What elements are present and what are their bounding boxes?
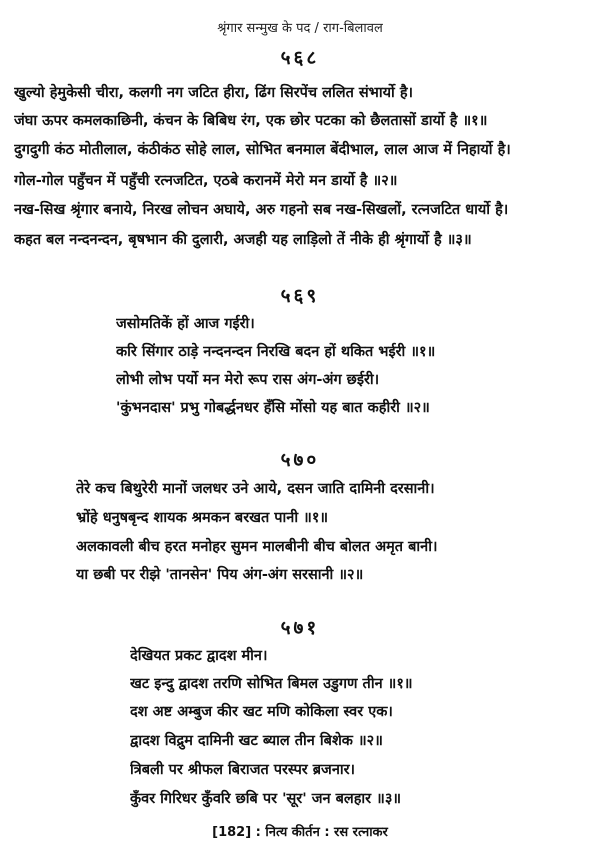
verse-569-line-1: जसोमतिकें हों आज गईरी।	[116, 316, 255, 332]
verse-568-line-1: खुल्यो हेमुकेसी चीरा, कलगी नग जटित हीरा, ढिंग सिरपेंच ललित संभार्यो है।	[14, 85, 414, 101]
verse-number-571: ५७१	[280, 617, 320, 639]
page-footer: [182] : नित्य कीर्तन : रस रत्नाकर	[212, 825, 388, 840]
verse-569-line-4: 'कुंभनदास' प्रभु गोबर्द्धनधर हँसि मोंसो यह बात कहीरी ॥२॥	[116, 400, 430, 416]
verse-568-line-3: दुगदुगी कंठ मोतीलाल, कंठीकंठ सोहे लाल, सोभित बनमाल बेंदीभाल, लाल आज में निहार्यो है।	[14, 142, 511, 158]
verse-570-line-2: भ्रोंहे धनुषबृन्द शायक श्रमकन बरखत पानी ॥१॥	[76, 510, 329, 526]
verse-571-line-1: देखियत प्रकट द्वादश मीन।	[130, 648, 268, 664]
verse-568-line-2: जंघा ऊपर कमलकाछिनी, कंचन के बिबिध रंग, एक छोर पटका को छैलतासों डार्यो है ॥१॥	[14, 113, 488, 129]
verse-570-line-1: तेरे कच बिथुरेरी मानों जलधर उने आये, दसन जाति दामिनी दरसानी।	[76, 481, 435, 497]
verse-568-line-6: कहत बल नन्दनन्दन, बृषभान की दुलारी, अजही यह लाड़िलो तें नीके ही श्रृंगार्यो है ॥३॥	[14, 232, 472, 248]
verse-569-line-3: लोभी लोभ पर्यो मन मेरो रूप रास अंग-अंग छईरी।	[116, 372, 380, 388]
verse-571-line-2: खट इन्दु द्वादश तरणि सोभित बिमल उडुगण तीन ॥१॥	[130, 676, 413, 692]
verse-570-line-4: या छबी पर रीझे 'तानसेन' पिय अंग-अंग सरसानी ॥२॥	[76, 567, 364, 583]
verse-number-570: ५७०	[280, 449, 320, 471]
verse-568-line-5: नख-सिख श्रृंगार बनाये, निरख लोचन अघाये, अरु गहनो सब नख-सिखलों, रत्नजटित धार्यो है।	[14, 202, 509, 218]
page-header: श्रृंगार सन्मुख के पद / राग-बिलावल	[217, 21, 383, 36]
verse-570-line-3: अलकावली बीच हरत मनोहर सुमन मालबीनी बीच बोलत अमृत बानी।	[76, 539, 438, 555]
verse-number-569: ५६९	[280, 285, 320, 307]
verse-571-line-3: दश अष्ट अम्बुज कीर खट मणि कोकिला स्वर एक।	[130, 704, 393, 720]
verse-568-line-4: गोल-गोल पहुँचन में पहुँची रत्नजटित, एठबे करानमें मेरो मन डार्यो है ॥२॥	[14, 173, 398, 189]
verse-number-568: ५६८	[280, 47, 320, 69]
verse-571-line-5: त्रिबली पर श्रीफल बिराजत परस्पर ब्रजनार।	[130, 762, 356, 778]
verse-571-line-4: द्वादश विद्रुम दामिनी खट ब्याल तीन बिशेक ॥२॥	[130, 733, 383, 749]
verse-571-line-6: कुँवर गिरिधर कुँवरि छबि पर 'सूर' जन बलहार ॥३॥	[130, 791, 402, 807]
verse-569-line-2: करि सिंगार ठाड़े नन्दनन्दन निरखि बदन हों थकित भईरी ॥१॥	[116, 344, 436, 360]
